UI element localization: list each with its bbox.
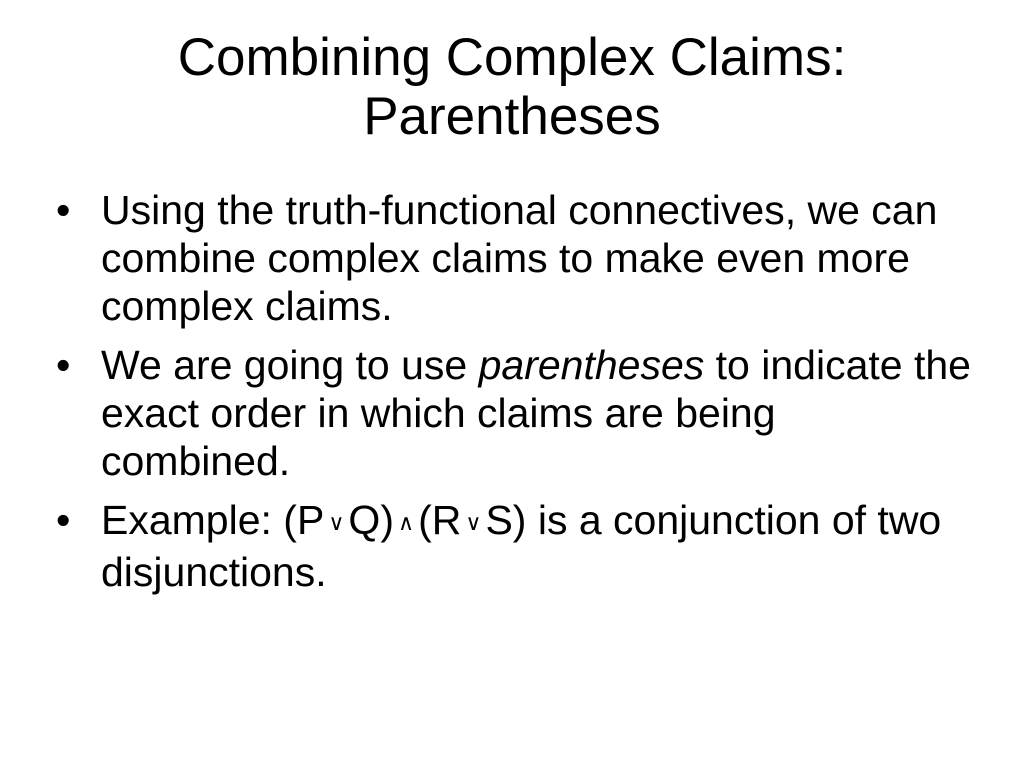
bullet-item-3	[56, 496, 976, 596]
bullet-emphasis: parentheses	[478, 342, 705, 388]
disjunction-operator: ∨	[465, 511, 482, 536]
disjunction-operator: ∨	[328, 511, 345, 536]
bullet-dot-icon: •	[56, 497, 71, 543]
example-segment-4: S) is a conjunction of two disjunctions.	[101, 497, 942, 595]
bullet-item-1	[56, 186, 976, 330]
title-line-2: Parentheses	[363, 87, 661, 146]
slide-title	[60, 28, 964, 146]
example-segment-2: Q)	[348, 497, 394, 543]
bullet-list	[56, 186, 976, 607]
bullet-dot-icon: •	[56, 342, 71, 388]
bullet-dot-icon: •	[56, 187, 71, 233]
example-segment-3: (R	[418, 497, 462, 543]
conjunction-operator: ∧	[397, 511, 415, 536]
title-line-1: Combining Complex Claims:	[177, 28, 847, 87]
bullet-text: Using the truth-functional connectives, we can combine complex claims to make even more complex claims.	[101, 187, 938, 329]
bullet-item-2	[56, 341, 976, 485]
bullet-text-after: to indicate the exact order in which claims are being combined.	[101, 342, 971, 484]
bullet-text-before: We are going to use	[101, 342, 479, 388]
example-segment-1: Example: (P	[101, 497, 325, 543]
